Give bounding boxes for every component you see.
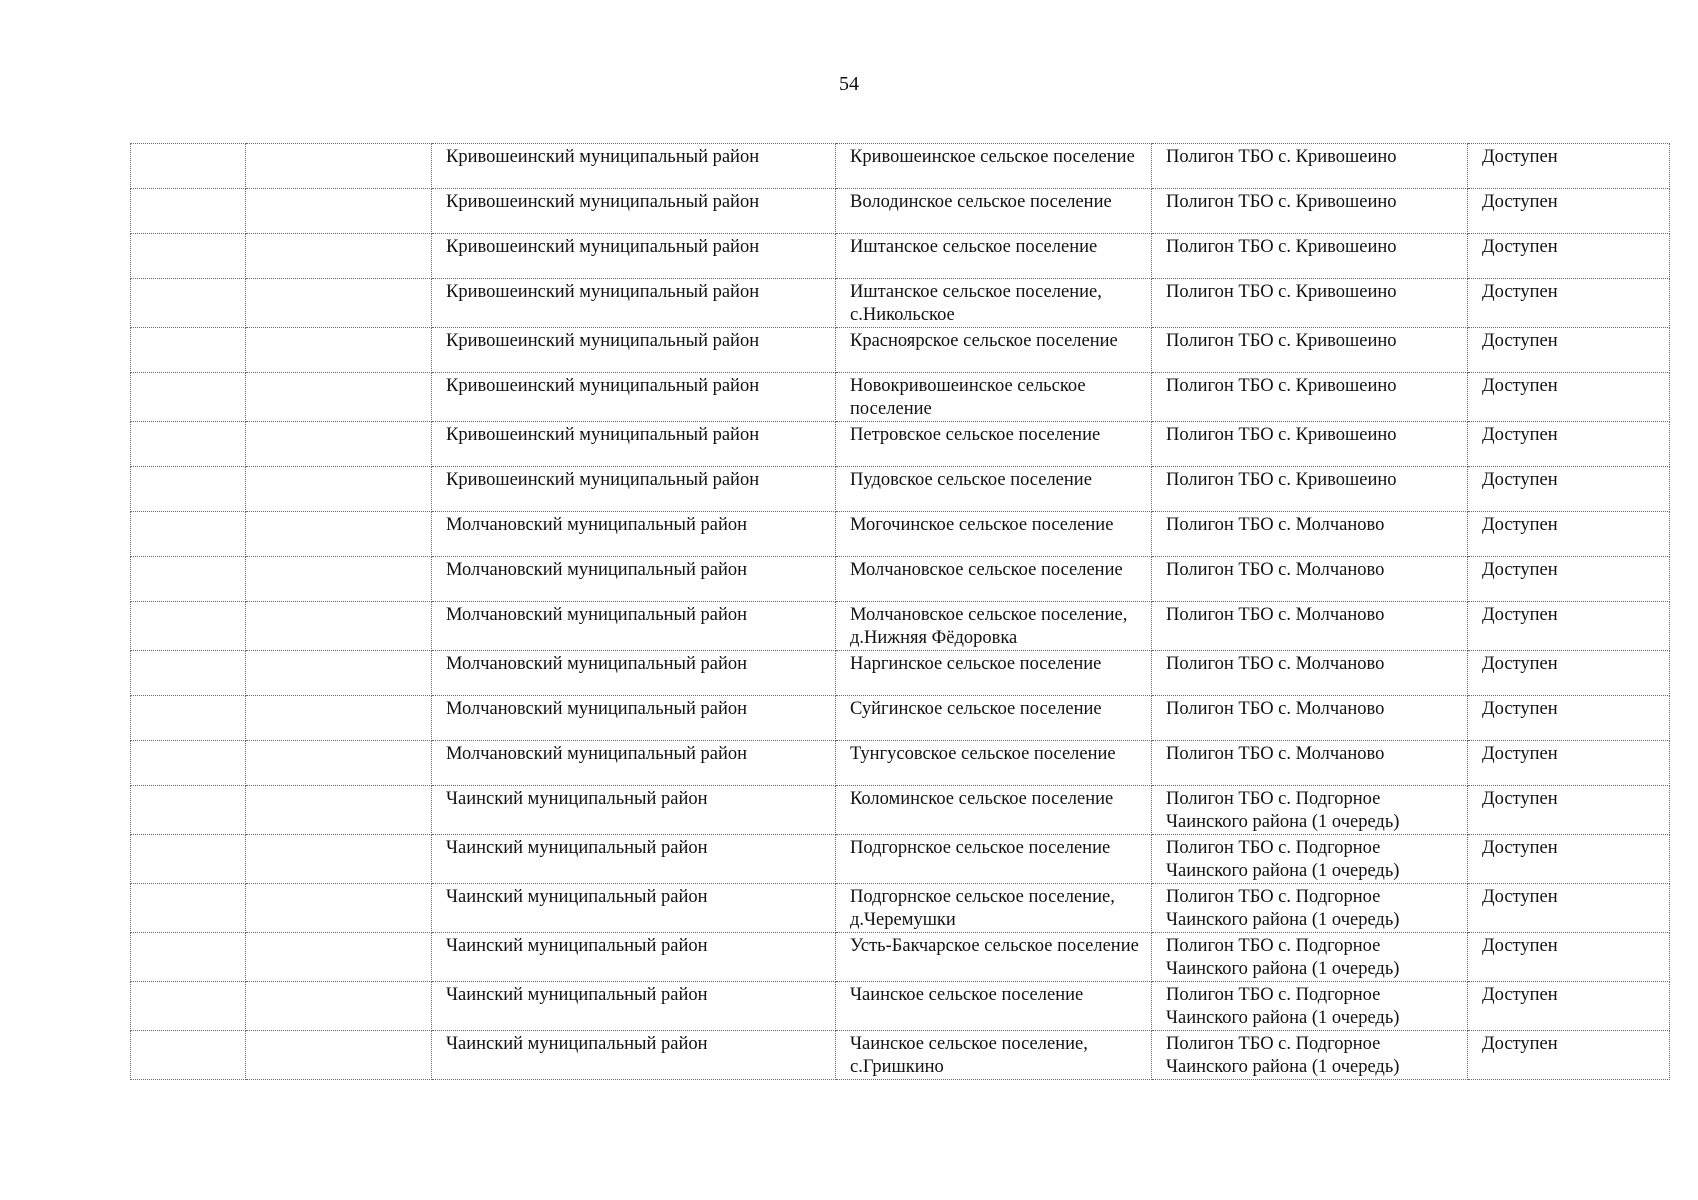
disposal-site-cell: Полигон ТБО с. Молчаново <box>1152 557 1468 602</box>
category-cell <box>246 1031 432 1080</box>
number-cell <box>131 651 246 696</box>
category-cell <box>246 982 432 1031</box>
district-cell: Кривошеинский муниципальный район <box>432 328 836 373</box>
district-cell: Кривошеинский муниципальный район <box>432 144 836 189</box>
number-cell <box>131 741 246 786</box>
table-row <box>131 279 1670 328</box>
table-row <box>131 422 1670 467</box>
status-cell: Доступен <box>1468 422 1670 467</box>
disposal-site-cell: Полигон ТБО с. Кривошеино <box>1152 234 1468 279</box>
category-cell <box>246 279 432 328</box>
table-row <box>131 884 1670 933</box>
settlement-cell: Наргинское сельское поселение <box>836 651 1152 696</box>
status-cell: Доступен <box>1468 696 1670 741</box>
settlement-cell: Могочинское сельское поселение <box>836 512 1152 557</box>
settlement-cell: Чаинское сельское поселение <box>836 982 1152 1031</box>
table-row <box>131 512 1670 557</box>
category-cell <box>246 234 432 279</box>
table-row <box>131 982 1670 1031</box>
settlement-cell: Иштанское сельское поселение, с.Никольское <box>836 279 1152 328</box>
settlement-cell: Петровское сельское поселение <box>836 422 1152 467</box>
disposal-site-cell: Полигон ТБО с. Кривошеино <box>1152 467 1468 512</box>
disposal-site-cell: Полигон ТБО с. Подгорное Чаинского района (1 очередь) <box>1152 835 1468 884</box>
disposal-site-cell: Полигон ТБО с. Подгорное Чаинского района (1 очередь) <box>1152 982 1468 1031</box>
settlement-cell: Суйгинское сельское поселение <box>836 696 1152 741</box>
disposal-site-cell: Полигон ТБО с. Подгорное Чаинского района (1 очередь) <box>1152 884 1468 933</box>
status-cell: Доступен <box>1468 602 1670 651</box>
status-cell: Доступен <box>1468 144 1670 189</box>
settlement-cell: Коломинское сельское поселение <box>836 786 1152 835</box>
table-row <box>131 328 1670 373</box>
table-row <box>131 467 1670 512</box>
disposal-site-cell: Полигон ТБО с. Кривошеино <box>1152 328 1468 373</box>
settlements-table <box>130 143 1670 1080</box>
district-cell: Кривошеинский муниципальный район <box>432 279 836 328</box>
status-cell: Доступен <box>1468 467 1670 512</box>
settlement-cell: Володинское сельское поселение <box>836 189 1152 234</box>
disposal-site-cell: Полигон ТБО с. Молчаново <box>1152 696 1468 741</box>
district-cell: Кривошеинский муниципальный район <box>432 189 836 234</box>
category-cell <box>246 602 432 651</box>
category-cell <box>246 933 432 982</box>
settlement-cell: Кривошеинское сельское поселение <box>836 144 1152 189</box>
number-cell <box>131 933 246 982</box>
category-cell <box>246 512 432 557</box>
district-cell: Чаинский муниципальный район <box>432 933 836 982</box>
number-cell <box>131 982 246 1031</box>
number-cell <box>131 696 246 741</box>
disposal-site-cell: Полигон ТБО с. Кривошеино <box>1152 189 1468 234</box>
district-cell: Кривошеинский муниципальный район <box>432 234 836 279</box>
settlement-cell: Иштанское сельское поселение <box>836 234 1152 279</box>
disposal-site-cell: Полигон ТБО с. Молчаново <box>1152 602 1468 651</box>
category-cell <box>246 835 432 884</box>
status-cell: Доступен <box>1468 835 1670 884</box>
district-cell: Чаинский муниципальный район <box>432 835 836 884</box>
table-row <box>131 651 1670 696</box>
category-cell <box>246 467 432 512</box>
status-cell: Доступен <box>1468 557 1670 602</box>
table-row <box>131 1031 1670 1080</box>
number-cell <box>131 835 246 884</box>
number-cell <box>131 602 246 651</box>
status-cell: Доступен <box>1468 189 1670 234</box>
number-cell <box>131 512 246 557</box>
number-cell <box>131 373 246 422</box>
number-cell <box>131 1031 246 1080</box>
table-row <box>131 602 1670 651</box>
settlement-cell: Новокривошеинское сельское поселение <box>836 373 1152 422</box>
number-cell <box>131 467 246 512</box>
settlement-cell: Тунгусовское сельское поселение <box>836 741 1152 786</box>
status-cell: Доступен <box>1468 328 1670 373</box>
number-cell <box>131 786 246 835</box>
settlement-cell: Молчановское сельское поселение <box>836 557 1152 602</box>
district-cell: Молчановский муниципальный район <box>432 651 836 696</box>
status-cell: Доступен <box>1468 884 1670 933</box>
settlement-cell: Чаинское сельское поселение, с.Гришкино <box>836 1031 1152 1080</box>
table-row <box>131 234 1670 279</box>
settlement-cell: Молчановское сельское поселение, д.Нижняя Фёдоровка <box>836 602 1152 651</box>
district-cell: Кривошеинский муниципальный район <box>432 467 836 512</box>
category-cell <box>246 373 432 422</box>
status-cell: Доступен <box>1468 982 1670 1031</box>
district-cell: Чаинский муниципальный район <box>432 982 836 1031</box>
disposal-site-cell: Полигон ТБО с. Кривошеино <box>1152 279 1468 328</box>
settlement-cell: Красноярское сельское поселение <box>836 328 1152 373</box>
table-body <box>131 144 1670 1080</box>
category-cell <box>246 786 432 835</box>
status-cell: Доступен <box>1468 1031 1670 1080</box>
district-cell: Кривошеинский муниципальный район <box>432 422 836 467</box>
table-row <box>131 373 1670 422</box>
disposal-site-cell: Полигон ТБО с. Молчаново <box>1152 512 1468 557</box>
disposal-site-cell: Полигон ТБО с. Подгорное Чаинского района (1 очередь) <box>1152 1031 1468 1080</box>
category-cell <box>246 422 432 467</box>
district-cell: Чаинский муниципальный район <box>432 884 836 933</box>
status-cell: Доступен <box>1468 512 1670 557</box>
district-cell: Молчановский муниципальный район <box>432 602 836 651</box>
table-row <box>131 557 1670 602</box>
category-cell <box>246 741 432 786</box>
settlement-cell: Пудовское сельское поселение <box>836 467 1152 512</box>
number-cell <box>131 557 246 602</box>
status-cell: Доступен <box>1468 279 1670 328</box>
number-cell <box>131 422 246 467</box>
disposal-site-cell: Полигон ТБО с. Молчаново <box>1152 651 1468 696</box>
disposal-site-cell: Полигон ТБО с. Подгорное Чаинского района (1 очередь) <box>1152 786 1468 835</box>
category-cell <box>246 557 432 602</box>
status-cell: Доступен <box>1468 786 1670 835</box>
category-cell <box>246 328 432 373</box>
settlement-cell: Усть-Бакчарское сельское поселение <box>836 933 1152 982</box>
table-row <box>131 741 1670 786</box>
disposal-site-cell: Полигон ТБО с. Подгорное Чаинского района (1 очередь) <box>1152 933 1468 982</box>
status-cell: Доступен <box>1468 234 1670 279</box>
disposal-site-cell: Полигон ТБО с. Кривошеино <box>1152 144 1468 189</box>
category-cell <box>246 189 432 234</box>
category-cell <box>246 144 432 189</box>
number-cell <box>131 189 246 234</box>
number-cell <box>131 234 246 279</box>
district-cell: Молчановский муниципальный район <box>432 557 836 602</box>
disposal-site-cell: Полигон ТБО с. Кривошеино <box>1152 373 1468 422</box>
settlement-cell: Подгорнское сельское поселение <box>836 835 1152 884</box>
district-cell: Чаинский муниципальный район <box>432 1031 836 1080</box>
district-cell: Молчановский муниципальный район <box>432 696 836 741</box>
table-row <box>131 144 1670 189</box>
table-row <box>131 189 1670 234</box>
settlement-cell: Подгорнское сельское поселение, д.Черемушки <box>836 884 1152 933</box>
district-cell: Кривошеинский муниципальный район <box>432 373 836 422</box>
disposal-site-cell: Полигон ТБО с. Кривошеино <box>1152 422 1468 467</box>
table-row <box>131 786 1670 835</box>
number-cell <box>131 328 246 373</box>
category-cell <box>246 651 432 696</box>
table-row <box>131 696 1670 741</box>
category-cell <box>246 884 432 933</box>
status-cell: Доступен <box>1468 651 1670 696</box>
number-cell <box>131 884 246 933</box>
district-cell: Молчановский муниципальный район <box>432 512 836 557</box>
status-cell: Доступен <box>1468 373 1670 422</box>
table-row <box>131 933 1670 982</box>
status-cell: Доступен <box>1468 933 1670 982</box>
table-row <box>131 835 1670 884</box>
number-cell <box>131 144 246 189</box>
page-number: 54 <box>839 73 859 95</box>
number-cell <box>131 279 246 328</box>
district-cell: Молчановский муниципальный район <box>432 741 836 786</box>
district-cell: Чаинский муниципальный район <box>432 786 836 835</box>
status-cell: Доступен <box>1468 741 1670 786</box>
category-cell <box>246 696 432 741</box>
disposal-site-cell: Полигон ТБО с. Молчаново <box>1152 741 1468 786</box>
